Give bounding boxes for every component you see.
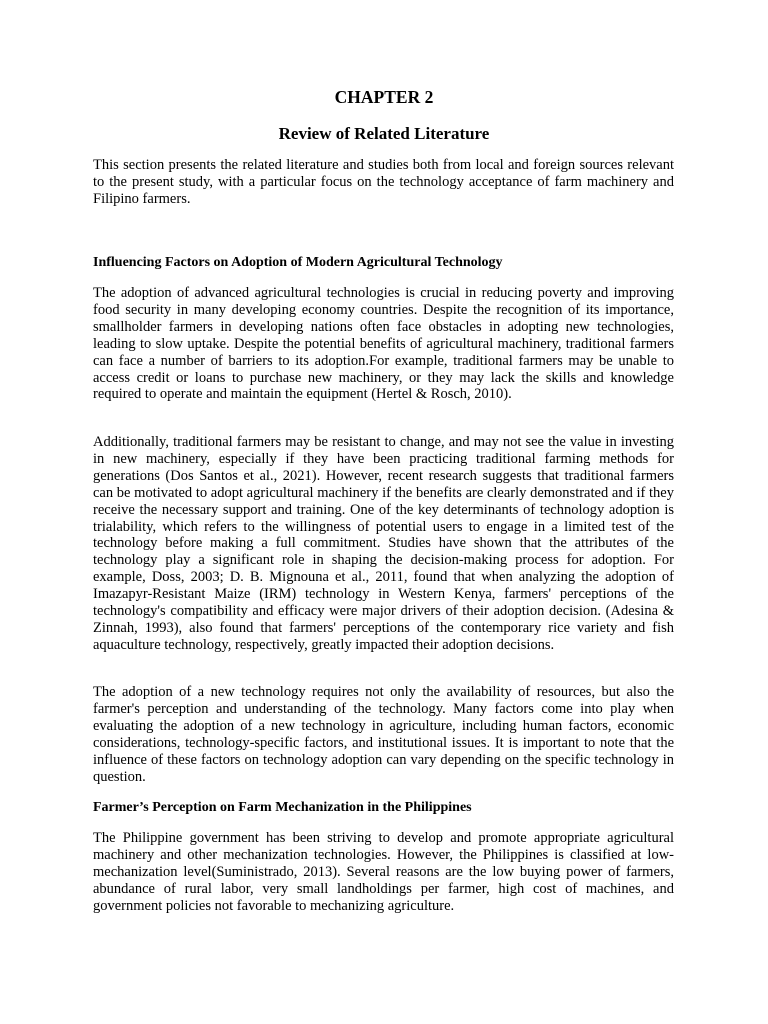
- chapter-heading: CHAPTER 2: [334, 87, 434, 107]
- paragraph: The adoption of a new technology requires not only the availability of resources, but also the farmer's perception and understanding of the technology. Many factors come into play when evaluating the adoption of a new technology in agriculture, including human factors, economic considerations, technology-specific factors, and institutional issues. It is important to note that the influence of these factors on technology adoption can vary depending on the specific technology in question.: [93, 684, 674, 785]
- intro-paragraph: This section presents the related literature and studies both from local and foreign sources relevant to the present study, with a particular focus on the technology acceptance of farm machinery and Filipino farmers.: [93, 157, 674, 207]
- paragraph: Additionally, traditional farmers may be resistant to change, and may not see the value in investing in new machinery, especially if they have been practicing traditional farming methods for generations (Dos Santos et al., 2021). However, recent research suggests that traditional farmers can be motivated to adopt agricultural machinery if the benefits are clearly demonstrated and if they receive the necessary support and training. One of the key determinants of technology adoption is trialability, which refers to the willingness of potential users to engage in a limited test of the technology before making a full commitment. Studies have shown that the attributes of the technology play a significant role in shaping the decision-making process for adoption. For example, Doss, 2003; D. B. Mignouna et al., 2011, found that when analyzing the adoption of Imazapyr-Resistant Maize (IRM) technology in Western Kenya, farmers' perceptions of the technology's compatibility and efficacy were major drivers of their adoption decision. (Adesina & Zinnah, 1993), also found that farmers' perceptions of the contemporary rice variety and fish aquaculture technology, respectively, greatly impacted their adoption decisions.: [93, 434, 674, 653]
- paragraph: The adoption of advanced agricultural technologies is crucial in reducing poverty and improving food security in many developing economy countries. Despite the recognition of its importance, smallholder farmers in developing nations often face obstacles in adopting new technologies, leading to slow uptake. Despite the potential benefits of agricultural machinery, traditional farmers can face a number of barriers to its adoption.For example, traditional farmers may be unable to access credit or loans to purchase new machinery, or they may lack the skills and knowledge required to operate and maintain the equipment (Hertel & Rosch, 2010).: [93, 285, 674, 403]
- paragraph: The Philippine government has been striving to develop and promote appropriate agricultural machinery and other mechanization technologies. However, the Philippines is classified at low-mechanization level(Suministrado, 2013). Several reasons are the low buying power of farmers, abundance of rural labor, very small landholdings per farmer, high cost of machines, and government policies not favorable to mechanizing agriculture.: [93, 830, 674, 914]
- section-heading-adoption-factors: Influencing Factors on Adoption of Modern Agricultural Technology: [93, 255, 503, 270]
- page-title: Review of Related Literature: [278, 124, 490, 143]
- section-heading-farm-mechanization: Farmer’s Perception on Farm Mechanization in the Philippines: [93, 800, 472, 815]
